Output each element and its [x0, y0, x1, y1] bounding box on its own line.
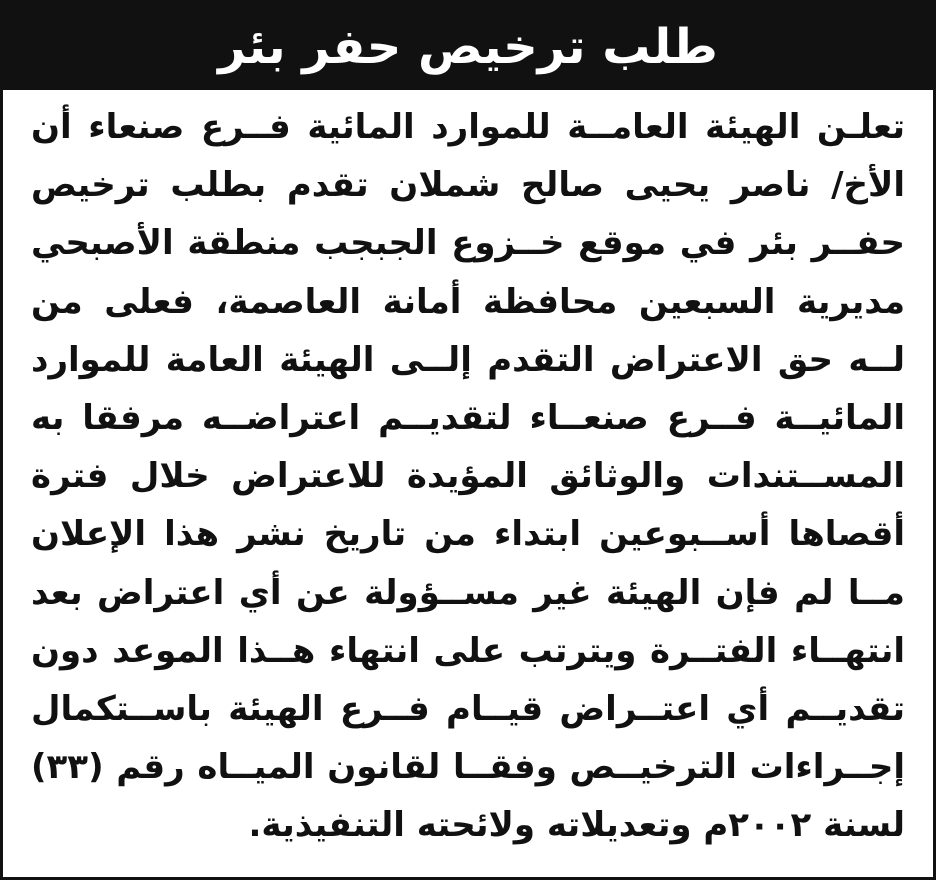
- body-line-last: لسنة ٢٠٠٢م وتعديلاته ولائحته التنفيذية.: [248, 805, 905, 846]
- title-banner: [3, 3, 933, 90]
- body-line: إجــراءات الترخيــص وفقــا لقانون الميــاه رقم (٣٣): [31, 747, 905, 788]
- body-line: انتهــاء الفتــرة ويترتب على انتهاء هــذا الموعد دون: [31, 630, 905, 671]
- body-line: تقديــم أي اعتــراض قيــام فــرع الهيئة باســتكمال: [31, 688, 905, 729]
- body-line: حفــر بئر في موقع خــزوع الجبجب منطقة الأصبحي: [31, 223, 905, 264]
- body-line: أقصاها أســبوعين ابتداء من تاريخ نشر هذا الإعلان: [31, 514, 905, 555]
- body-line: مــا لم فإن الهيئة غير مســؤولة عن أي اعتراض بعد: [31, 572, 905, 613]
- notice-body: [31, 98, 905, 854]
- body-line: لــه حق الاعتراض التقدم إلــى الهيئة العامة للموارد: [31, 339, 905, 380]
- body-line: تعلـن الهيئة العامــة للموارد المائية فــرع صنعاء أن: [31, 107, 905, 147]
- body-line: الأخ/ ناصر يحيى صالح شملان تقدم بطلب ترخيص: [31, 165, 905, 206]
- body-line: مديرية السبعين محافظة أمانة العاصمة، فعلى من: [31, 281, 905, 322]
- body-line: المائيــة فــرع صنعــاء لتقديــم اعتراضــه مرفقا به: [31, 397, 905, 438]
- notice-title: طلب ترخيص حفر بئر: [218, 18, 718, 75]
- body-line: المســتندات والوثائق المؤيدة للاعتراض خلال فترة: [31, 456, 905, 497]
